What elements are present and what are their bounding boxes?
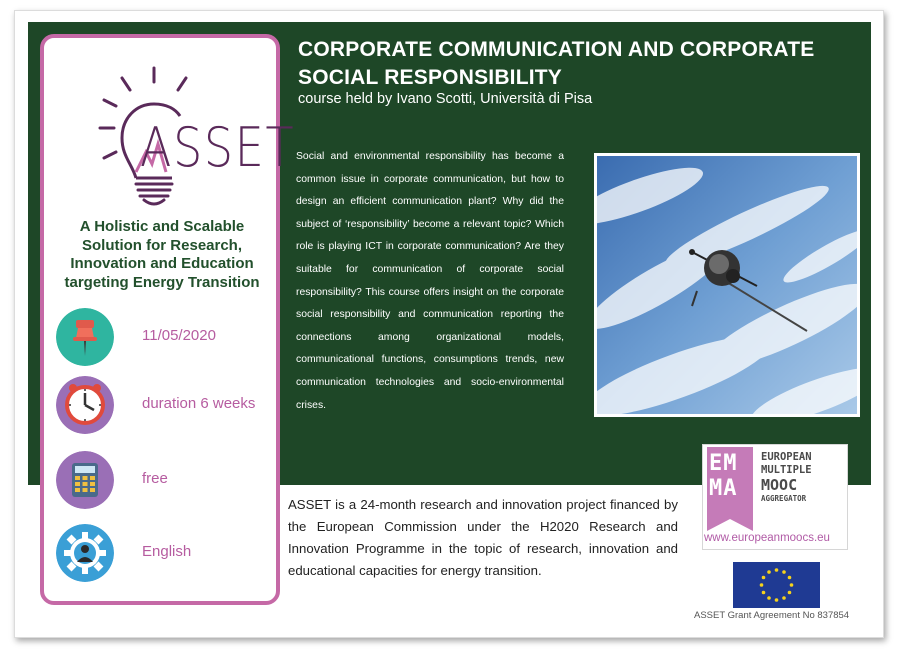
course-description: Social and environmental responsibility has become a common issue in corporate communication, but how to design an efficient communication plant? Why did the subject of ‘responsibility’ become a relevant topic? Which role is playing ICT in corporate communication? Are they suitable for communication of corporate social responsibility? This course offers insight on the corporate social responsibility and communication reporting the connections among organizational models, communicational functions, consumptions trends, new communication technologies and socio-environmental crises.: [296, 151, 564, 411]
eu-star: [775, 568, 779, 572]
eu-star: [762, 591, 766, 595]
info-duration-text: duration 6 weeks: [142, 395, 256, 412]
info-row-price: [56, 451, 276, 511]
project-tagline: A Holistic and Scalable Solution for Research, Innovation and Education targeting Energy Transition: [64, 218, 260, 291]
project-description: ASSET is a 24-month research and innovation project financed by the European Commission under the H2020 Research and Innovation Programme in the topic of research, innovation and educational capacities for energy transition.: [288, 497, 678, 578]
info-row-date: [56, 308, 276, 368]
info-date-text: 11/05/2020: [142, 327, 216, 344]
grant-agreement: ASSET Grant Agreement No 837854: [694, 610, 850, 621]
pin-icon: [56, 308, 114, 366]
eu-flag-icon: [733, 562, 820, 608]
emma-line-3: MOOC: [761, 476, 798, 494]
course-title: CORPORATE COMMUNICATION AND CORPORATE SOCIAL RESPONSIBILITY: [298, 38, 815, 89]
eu-star: [767, 596, 771, 600]
emma-line-4: AGGREGATOR: [761, 494, 807, 503]
logo-wordmark: ASSET: [140, 116, 296, 179]
info-row-duration: [56, 376, 276, 436]
eu-star: [788, 576, 792, 580]
gear-person-icon: [56, 524, 114, 582]
emma-letters-bottom: MA: [709, 476, 738, 501]
eu-star: [782, 596, 786, 600]
eu-star: [775, 598, 779, 602]
emma-url-link[interactable]: www.europeanmoocs.eu: [704, 532, 830, 544]
emma-letters-top: EM: [709, 451, 738, 476]
calculator-icon: [56, 451, 114, 509]
info-price-text: free: [142, 470, 168, 487]
emma-line-1: EUROPEAN: [761, 451, 812, 463]
clock-icon: [56, 376, 114, 434]
eu-star: [782, 570, 786, 574]
eu-star: [790, 583, 794, 587]
eu-star: [762, 576, 766, 580]
course-subtitle: course held by Ivano Scotti, Università di Pisa: [298, 91, 593, 107]
satellite-photo: [594, 153, 860, 417]
eu-star: [767, 570, 771, 574]
info-language-text: English: [142, 543, 192, 560]
emma-line-2: MULTIPLE: [761, 464, 812, 476]
eu-star: [760, 583, 764, 587]
eu-star: [788, 591, 792, 595]
info-row-language: [56, 524, 276, 584]
sidebar-card: [40, 34, 296, 605]
